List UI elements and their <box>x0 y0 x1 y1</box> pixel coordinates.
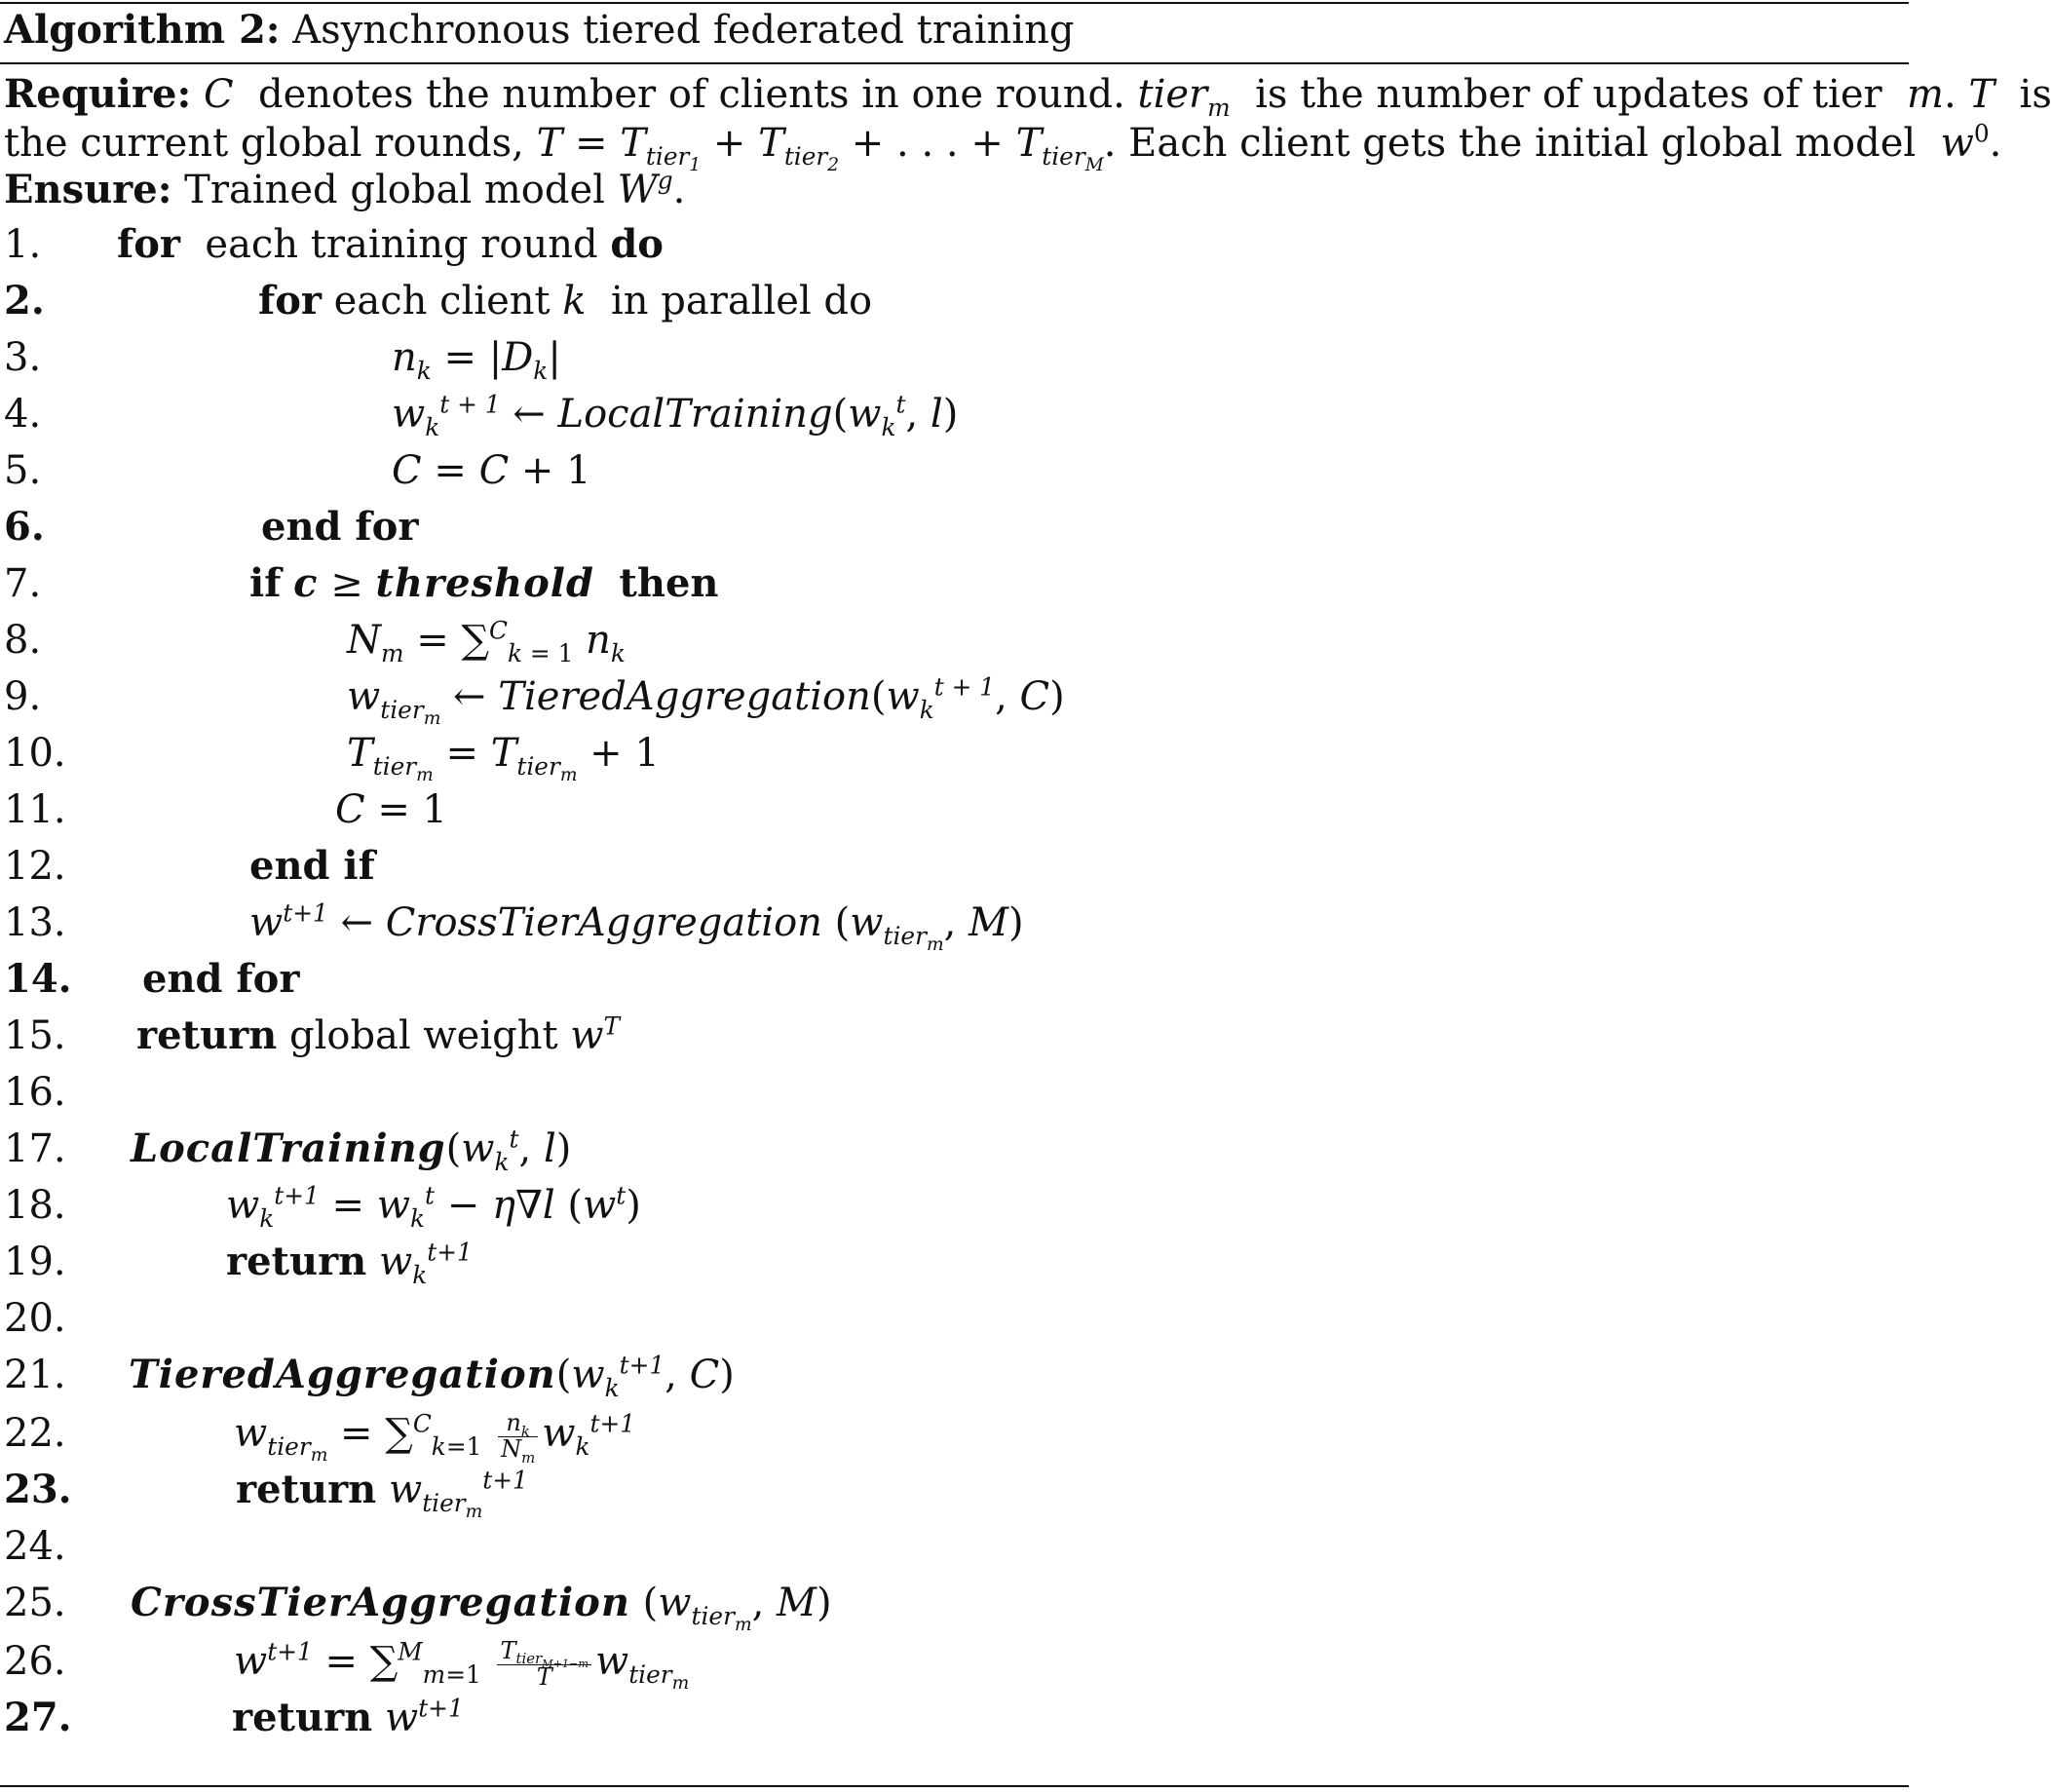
top-rule <box>0 2 1909 4</box>
line-number: 4. <box>4 392 42 437</box>
line-code: $w^{t+1} = \sum^M_{m=1}$ $\frac{T_{tier_{M+1-m}}}{T}$ $w_{tier_m}$ <box>234 1636 690 1694</box>
line-number: 3. <box>4 335 42 380</box>
line-11 <box>0 782 1909 838</box>
line-12 <box>0 838 1909 895</box>
require-line-2: the current global rounds, $T = T_{tier_1} + T_{tier_2}$ + . . . + $T_{tier_M}$. Each client gets the initial global model $w^0$. <box>4 119 2002 175</box>
line-number: 23. <box>4 1467 72 1512</box>
title-label: Algorithm 2: <box>4 7 281 53</box>
line-code: end for <box>142 956 300 1002</box>
line-number: 10. <box>4 731 66 776</box>
bottom-rule <box>0 1785 1909 1787</box>
line-number: 21. <box>4 1353 66 1397</box>
line-code: $TieredAggregation(w_k^{t+1}$, C) <box>129 1351 735 1402</box>
line-code: $LocalTraining(w_k^t$, l) <box>131 1125 572 1176</box>
line-code: $w_{tier_m} = \sum^C_{k=1}$ $\frac{n_k}{N_m}$ $w_k^{t+1}$ <box>234 1409 636 1467</box>
line-9 <box>0 668 1909 729</box>
line-7 <box>0 555 1909 612</box>
line-13 <box>0 895 1909 955</box>
require-label: Require: <box>4 71 192 117</box>
require-text-1: C denotes the number of clients in one round. tier$_m$ is the number of updates of tier m. T is <box>203 72 2052 122</box>
line-number: 19. <box>4 1239 66 1284</box>
line-code: C = C + 1 <box>392 448 591 493</box>
line-code: CrossTierAggregation ($w_{tier_m}$, M) <box>131 1580 832 1635</box>
line-code: $n_k = |D_k|$ <box>392 335 561 385</box>
line-number: 15. <box>4 1013 66 1058</box>
line-3 <box>0 329 1909 386</box>
line-18 <box>0 1177 1909 1234</box>
line-number: 8. <box>4 618 42 663</box>
line-25 <box>0 1575 1909 1635</box>
line-code: for each training round do <box>117 221 664 267</box>
line-number: 16. <box>4 1070 66 1115</box>
mid-rule <box>0 62 1909 64</box>
line-26 <box>0 1633 1909 1694</box>
line-number: 18. <box>4 1183 66 1228</box>
line-6 <box>0 499 1909 555</box>
algorithm-title <box>4 6 1074 55</box>
line-code: return global weight $w^T$ <box>136 1011 621 1058</box>
line-5 <box>0 442 1909 499</box>
line-number: 27. <box>4 1695 72 1740</box>
line-4 <box>0 386 1909 442</box>
line-19 <box>0 1234 1909 1290</box>
line-number: 17. <box>4 1126 66 1171</box>
line-code: $w^{t+1}$ ← CrossTierAggregation ($w_{tier_m}$, M) <box>249 898 1024 955</box>
line-1 <box>0 216 1909 273</box>
line-code: if c ≥ threshold then <box>249 560 719 606</box>
line-2 <box>0 273 1909 329</box>
line-10 <box>0 725 1909 785</box>
line-number: 20. <box>4 1296 66 1341</box>
line-code: end if <box>249 843 375 889</box>
line-14 <box>0 951 1909 1008</box>
line-number: 1. <box>4 222 42 267</box>
line-number: 13. <box>4 900 66 945</box>
line-code: C = 1 <box>335 787 448 832</box>
line-15 <box>0 1008 1909 1064</box>
line-code: $w_k^{t + 1}$ ← $LocalTraining(w_k^t$, l) <box>392 390 959 441</box>
line-24 <box>0 1518 1909 1575</box>
line-code: end for <box>261 504 419 550</box>
line-number: 6. <box>4 504 45 550</box>
line-number: 9. <box>4 674 42 719</box>
line-code: $w_{tier_m}$ ← $TieredAggregation(w_k^{t + 1}$, C) <box>347 672 1065 729</box>
line-27 <box>0 1690 1909 1746</box>
line-number: 14. <box>4 956 72 1002</box>
line-code: $T_{tier_m} = T_{tier_m} + 1$ <box>347 731 660 785</box>
ensure-label: Ensure: <box>4 167 172 212</box>
line-code: $N_m = \sum^C_{k = 1}$ $n_k$ <box>347 616 626 667</box>
line-code: return $w_k^{t+1}$ <box>226 1238 473 1289</box>
line-number: 22. <box>4 1411 66 1456</box>
line-8 <box>0 612 1909 668</box>
line-number: 5. <box>4 448 42 493</box>
line-number: 24. <box>4 1524 66 1569</box>
line-number: 12. <box>4 844 66 889</box>
ensure-line: Ensure: Trained global model $W^g$. <box>4 166 686 212</box>
line-number: 7. <box>4 561 42 606</box>
line-number: 25. <box>4 1581 66 1625</box>
line-number: 11. <box>4 787 66 832</box>
line-20 <box>0 1290 1909 1347</box>
line-21 <box>0 1347 1909 1403</box>
require-line-1 <box>4 70 2052 122</box>
line-code: for each client k in parallel do <box>258 278 873 324</box>
line-number: 26. <box>4 1639 66 1684</box>
line-16 <box>0 1064 1909 1121</box>
line-22 <box>0 1405 1909 1467</box>
line-code: return $w_{tier_m}^{t+1}$ <box>236 1466 528 1522</box>
title-text: Asynchronous tiered federated training <box>280 8 1075 53</box>
line-number: 2. <box>4 278 45 324</box>
line-17 <box>0 1121 1909 1177</box>
line-code: $w_k^{t+1} = w_k^t - \eta\nabla l$ $(w^t)$ <box>226 1181 641 1233</box>
line-23 <box>0 1462 1909 1522</box>
line-code: return $w^{t+1}$ <box>232 1694 464 1740</box>
